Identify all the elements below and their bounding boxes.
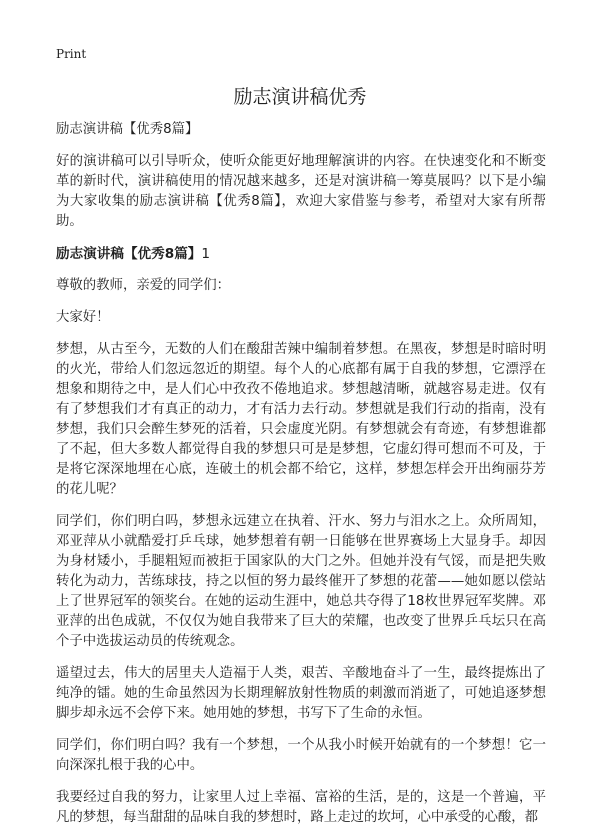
print-link[interactable]: Print xyxy=(56,47,87,61)
paragraph-curie: 遥望过去，伟大的居里夫人造福于人类，艰苦、辛酸地奋斗了一生，最终提炼出了纯净的镭。她的生命虽然因为长期理解放射性物质的刺激而消逝了，可她追逐梦想脚步却永远不会停下来。她用她的梦想，书写下了生命的永恒。 xyxy=(56,666,546,721)
intro-paragraph: 好的演讲稿可以引导听众，使听众能更好地理解演讲的内容。在快速变化和不断变革的新时代，演讲稿使用的情况越来越多，还是对演讲稿一筹莫展吗？以下是小编为大家收集的励志演讲稿【优秀8篇】，欢迎大家借鉴与参考，希望对大家有所帮助。 xyxy=(56,154,546,229)
paragraph-dream-intro: 梦想，从古至今，无数的人们在酸甜苦辣中编制着梦想。在黑夜，梦想是时暗时明的火光，带给人们忽远忽近的期望。每个人的心底都有属于自我的梦想，它漂浮在想象和期待之中，是人们心中孜孜不倦地追求。梦想越清晰，就越容易走进。仅有有了梦想我们才有真正的动力，才有活力去行动。梦想就是我们行动的指南，没有梦想，我们只会醉生梦死的活着，只会虚度光阴。有梦想就会有奇迹，有梦想谁都了不起，但大多数人都觉得自我的梦想只可是是梦想，它虚幻得可想而不可及，于是将它深深地埋在心底，连破土的机会都不给它，这样，梦想怎样会开出绚丽芬芳的花儿呢？ xyxy=(56,342,546,497)
section-heading-text: 励志演讲稿【优秀8篇】 xyxy=(56,246,202,262)
paragraph-my-dream: 同学们，你们明白吗？我有一个梦想，一个从我小时候开始就有的一个梦想！它一向深深扎根于我的心中。 xyxy=(56,738,546,773)
paragraph-effort: 我要经过自我的努力，让家里人过上幸福、富裕的生活，是的，这是一个普遍，平凡的梦想，每当甜甜的品味自我的梦想时，路上走过的坎坷，心中承受的心酸，都 xyxy=(56,790,546,825)
paragraph-deng-yaping: 同学们，你们明白吗，梦想永远建立在执着、汗水、努力与泪水之上。众所周知，邓亚萍从小就酷爱打乒乓球，她梦想着有朝一日能够在世界赛场上大显身手。却因为身材矮小，手腿粗短而被拒于国家队的大门之外。但她并没有气馁，而是把失败转化为动力，苦练球技，持之以恒的努力最终催开了梦想的花蕾——她如愿以偿站上了世界冠军的领奖台。在她的运动生涯中，她总共夺得了18枚世界冠军奖牌。邓亚萍的出色成就，不仅仅为她自我带来了巨大的荣耀，也改变了世界乒乓坛只在高个子中选拔运动员的传统观念。 xyxy=(56,514,546,649)
document-subtitle: 励志演讲稿【优秀8篇】 xyxy=(56,122,199,137)
section-number: 1 xyxy=(201,246,211,262)
article-body xyxy=(56,120,546,840)
page-title: 励志演讲稿优秀 xyxy=(233,86,367,108)
paragraph-salutation: 尊敬的教师，亲爱的同学们： xyxy=(56,278,231,293)
section-heading xyxy=(56,244,546,264)
paragraph-greeting: 大家好！ xyxy=(56,310,110,325)
